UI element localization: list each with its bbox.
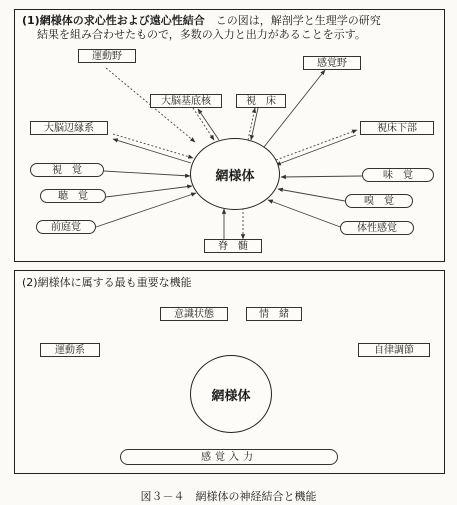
center-reticular-formation: 網様体 — [190, 138, 280, 210]
node-limbic-system: 大脳辺縁系 — [30, 121, 108, 135]
node-taste: 味 覚 — [362, 168, 434, 182]
node-vision: 視 覚 — [30, 163, 104, 177]
node-somatosensory: 体性感覚 — [340, 221, 414, 235]
node-autonomic-regulation: 自律調節 — [358, 343, 430, 357]
node-sensory-input: 感覚入力 — [120, 449, 338, 465]
node-motor-system: 運動系 — [40, 343, 100, 357]
node-sensory-area: 感覚野 — [303, 56, 361, 70]
node-emotion: 情 緒 — [246, 307, 302, 321]
node-hearing: 聴 覚 — [40, 189, 106, 203]
panel1-title: (1)網様体の求心性および遠心性結合 この図は，解剖学と生理学の研究 — [22, 14, 381, 27]
node-motor-area: 運動野 — [78, 49, 136, 63]
node-spinal-cord: 脊 髄 — [204, 239, 262, 253]
node-thalamus: 視 床 — [236, 94, 286, 108]
node-vestibular: 前庭覚 — [36, 220, 96, 234]
panel2-title: (2)網様体に属する最も重要な機能 — [22, 276, 192, 289]
node-smell: 嗅 覚 — [345, 194, 413, 208]
node-hypothalamus: 視床下部 — [360, 121, 434, 135]
node-basal-ganglia: 大脳基底核 — [150, 94, 222, 108]
panel1-subtitle: 結果を組み合わせたもので，多数の入力と出力があることを示す。 — [37, 28, 366, 41]
center-reticular-formation-2: 網様体 — [190, 355, 272, 433]
node-consciousness: 意識状態 — [160, 307, 228, 321]
figure-caption: 図３－４ 網様体の神経結合と機能 — [140, 490, 317, 503]
